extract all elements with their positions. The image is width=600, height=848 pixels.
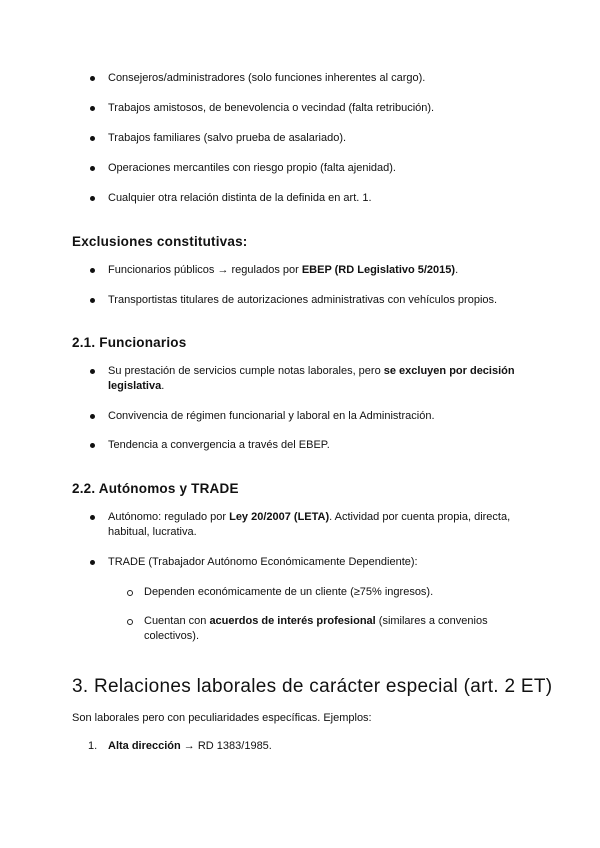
bullet-icon <box>90 196 95 201</box>
bullet-icon <box>90 443 95 448</box>
bold-span: EBEP (RD Legislativo 5/2015) <box>301 264 456 276</box>
list-item: Cualquier otra relación distinta de la definida en art. 1. <box>108 192 372 204</box>
bold-span: acuerdos de interés profesional <box>209 615 376 627</box>
section-heading-funcionarios: 2.1. Funcionarios <box>72 335 187 350</box>
text-span: Su prestación de servicios cumple notas laborales, pero <box>108 365 384 377</box>
ordered-list-item <box>108 739 272 754</box>
bullet-icon <box>90 136 95 141</box>
list-item: TRADE (Trabajador Autónomo Económicamente Dependiente): <box>108 556 418 568</box>
list-item <box>108 510 510 525</box>
list-item-continuation <box>108 379 164 394</box>
sub-list-item: Dependen económicamente de un cliente (≥75% ingresos). <box>144 586 434 598</box>
text-span: . <box>455 264 459 276</box>
bold-span: legislativa <box>108 380 162 392</box>
text-span: Autónomo: regulado por <box>108 511 230 523</box>
section-heading-3: 3. Relaciones laborales de carácter especial (art. 2 ET) <box>72 676 553 697</box>
bold-span: Alta dirección <box>108 740 181 752</box>
text-span: Funcionarios públicos → regulados por <box>108 264 302 276</box>
bold-span: Ley 20/2007 (LETA) <box>229 511 330 523</box>
text-span: . <box>161 380 165 392</box>
bullet-icon <box>90 76 95 81</box>
list-item: Tendencia a convergencia a través del EBEP. <box>108 439 330 451</box>
bullet-icon <box>90 166 95 171</box>
section-heading-exclusiones: Exclusiones constitutivas: <box>72 234 248 249</box>
list-item: Consejeros/administradores (solo funciones inherentes al cargo). <box>108 72 426 84</box>
circle-bullet-icon <box>127 590 133 596</box>
text-span: . Actividad por cuenta propia, directa, <box>329 511 511 523</box>
list-item <box>108 263 458 278</box>
bullet-icon <box>90 369 95 374</box>
bullet-icon <box>90 106 95 111</box>
list-item: Operaciones mercantiles con riesgo propio (falta ajenidad). <box>108 162 396 174</box>
list-item: Trabajos amistosos, de benevolencia o vecindad (falta retribución). <box>108 102 435 114</box>
list-item: Trabajos familiares (salvo prueba de asalariado). <box>108 132 347 144</box>
text-span: Cuentan con <box>144 615 210 627</box>
text-span: (similares a convenios <box>375 615 488 627</box>
bullet-icon <box>90 298 95 303</box>
bullet-icon <box>90 414 95 419</box>
list-item <box>108 364 515 379</box>
bold-span: se excluyen por decisión <box>383 365 515 377</box>
list-item-continuation: habitual, lucrativa. <box>108 526 197 538</box>
text-span: → RD 1383/1985. <box>180 740 272 752</box>
ordered-list-number: 1. <box>88 740 98 752</box>
bullet-icon <box>90 515 95 520</box>
bullet-icon <box>90 268 95 273</box>
list-item: Transportistas titulares de autorizaciones administrativas con vehículos propios. <box>108 294 498 306</box>
bullet-icon <box>90 560 95 565</box>
section-heading-autonomos: 2.2. Autónomos y TRADE <box>72 481 239 496</box>
paragraph: Son laborales pero con peculiaridades específicas. Ejemplos: <box>72 712 372 724</box>
circle-bullet-icon <box>127 619 133 625</box>
list-item: Convivencia de régimen funcionarial y laboral en la Administración. <box>108 410 435 422</box>
sub-list-item <box>144 614 488 629</box>
sub-list-item-continuation: colectivos). <box>144 630 200 642</box>
